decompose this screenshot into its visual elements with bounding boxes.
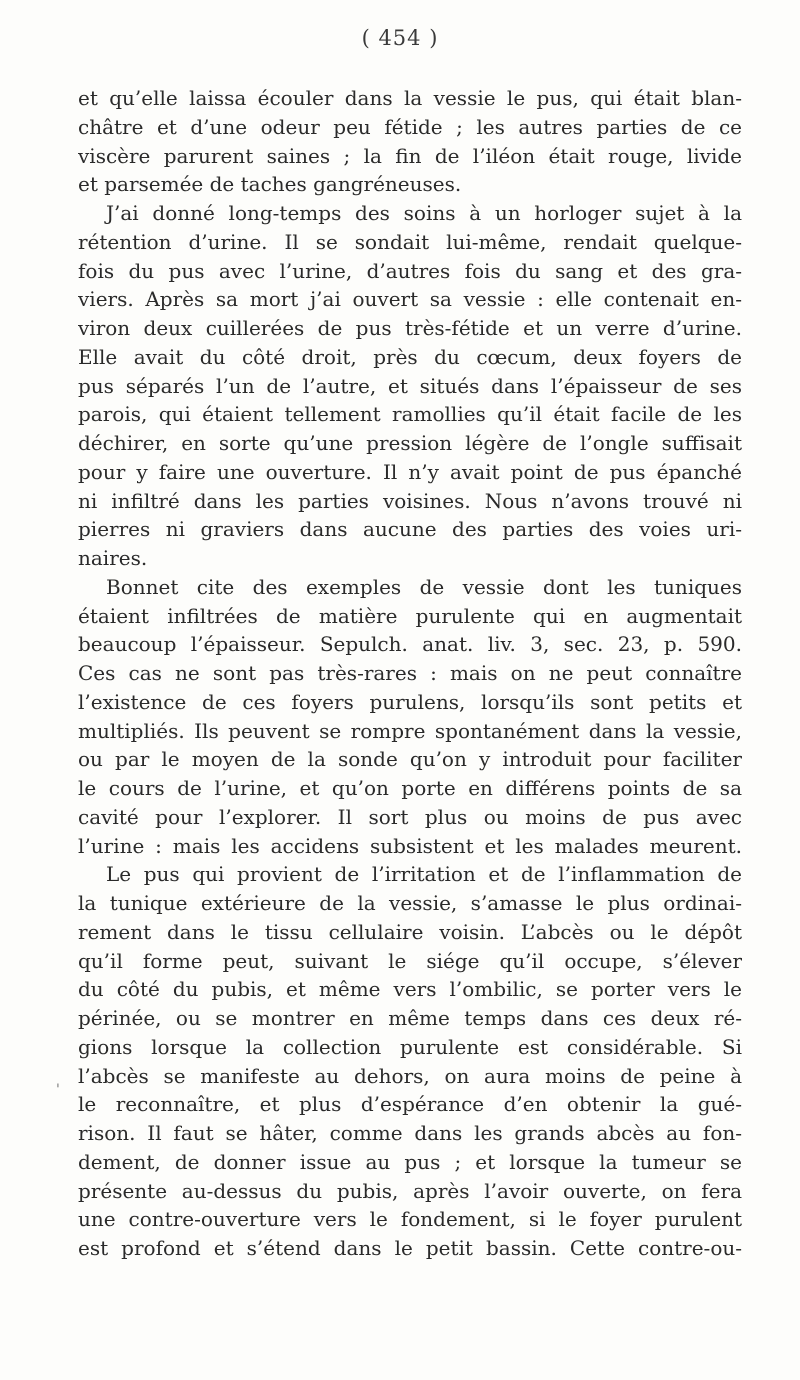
text-line: parois, qui étaient tellement ramollies qu’il était facile de les	[78, 402, 742, 427]
text-line: J’ai donné long-temps des soins à un horloger sujet à la	[106, 201, 742, 225]
text-line: Ces cas ne sont pas très-rares : mais on ne peut connaître	[78, 661, 742, 685]
text-line: Elle avait du côté droit, près du cœcum, deux foyers de	[78, 344, 742, 369]
text-line: rétention d’urine. Il se sondait lui-même, rendait quelque-	[78, 229, 742, 254]
text-line: viron deux cuillerées de pus très-fétide et un verre d’urine.	[78, 316, 742, 340]
text-line: le cours de l’urine, et qu’on porte en différens points de sa	[78, 776, 742, 800]
text-line: gions lorsque la collection purulente est considérable. Si	[78, 1034, 742, 1059]
text-line: pierres ni graviers dans aucune des parties des voies uri-	[78, 517, 742, 542]
text-line: l’urine : mais les accidens subsistent et les malades meurent.	[78, 833, 742, 858]
text-line: fois du pus avec l’urine, d’autres fois du sang et des gra-	[78, 258, 742, 283]
text-line: Bonnet cite des exemples de vessie dont les tuniques	[106, 574, 742, 599]
text-line: viers. Après sa mort j’ai ouvert sa vessie : elle contenait en-	[78, 287, 742, 312]
text-line: est profond et s’étend dans le petit bassin. Cette contre-ou-	[78, 1236, 742, 1260]
text-line: châtre et d’une odeur peu fétide ; les autres parties de ce	[78, 114, 742, 139]
text-line: présente au-dessus du pubis, après l’avoir ouverte, on fera	[78, 1178, 742, 1203]
text-line: du côté du pubis, et même vers l’ombilic, se porter vers le	[78, 977, 742, 1002]
page-number: ( 454 )	[361, 26, 439, 50]
body-text	[78, 84, 742, 1263]
text-line: ni infiltré dans les parties voisines. Nous n’avons trouvé ni	[78, 488, 742, 513]
text-line: multipliés. Ils peuvent se rompre spontanément dans la vessie,	[78, 718, 742, 743]
text-line: Le pus qui provient de l’irritation et de l’inflammation de	[106, 862, 742, 887]
text-line: viscère parurent saines ; la fin de l’iléon était rouge, livide	[78, 143, 742, 168]
text-line: étaient infiltrées de matière purulente qui en augmentait	[78, 603, 742, 628]
margin-mark: '	[56, 1082, 60, 1098]
text-line: cavité pour l’explorer. Il sort plus ou moins de pus avec	[78, 804, 742, 829]
text-line: une contre-ouverture vers le fondement, si le foyer purulent	[78, 1207, 742, 1232]
text-line: l’abcès se manifeste au dehors, on aura moins de peine à	[78, 1063, 742, 1088]
text-line: naires.	[78, 546, 148, 570]
text-line: pus séparés l’un de l’autre, et situés dans l’épaisseur de ses	[78, 373, 742, 398]
text-line: rison. Il faut se hâter, comme dans les grands abcès au fon-	[78, 1121, 742, 1145]
text-line: ou par le moyen de la sonde qu’on y introduit pour faciliter	[78, 747, 742, 772]
text-line: périnée, ou se montrer en même temps dans ces deux ré-	[78, 1006, 742, 1030]
text-line: beaucoup l’épaisseur. Sepulch. anat. liv. 3, sec. 23, p. 590.	[78, 632, 742, 657]
text-line: déchirer, en sorte qu’une pression légère de l’ongle suffisait	[78, 431, 742, 455]
text-line: rement dans le tissu cellulaire voisin. L’abcès ou le dépôt	[78, 919, 742, 944]
text-line: l’existence de ces foyers purulens, lorsqu’ils sont petits et	[78, 689, 742, 714]
text-line: pour y faire une ouverture. Il n’y avait point de pus épanché	[78, 459, 742, 484]
text-line: la tunique extérieure de la vessie, s’amasse le plus ordinai-	[78, 891, 742, 915]
text-line: et parsemée de taches gangréneuses.	[78, 172, 462, 197]
text-line: qu’il forme peut, suivant le siége qu’il occupe, s’élever	[78, 948, 742, 973]
text-line: le reconnaître, et plus d’espérance d’en obtenir la gué-	[78, 1092, 742, 1117]
text-line: dement, de donner issue au pus ; et lorsque la tumeur se	[78, 1149, 742, 1174]
text-line: et qu’elle laissa écouler dans la vessie le pus, qui était blan-	[78, 86, 742, 110]
